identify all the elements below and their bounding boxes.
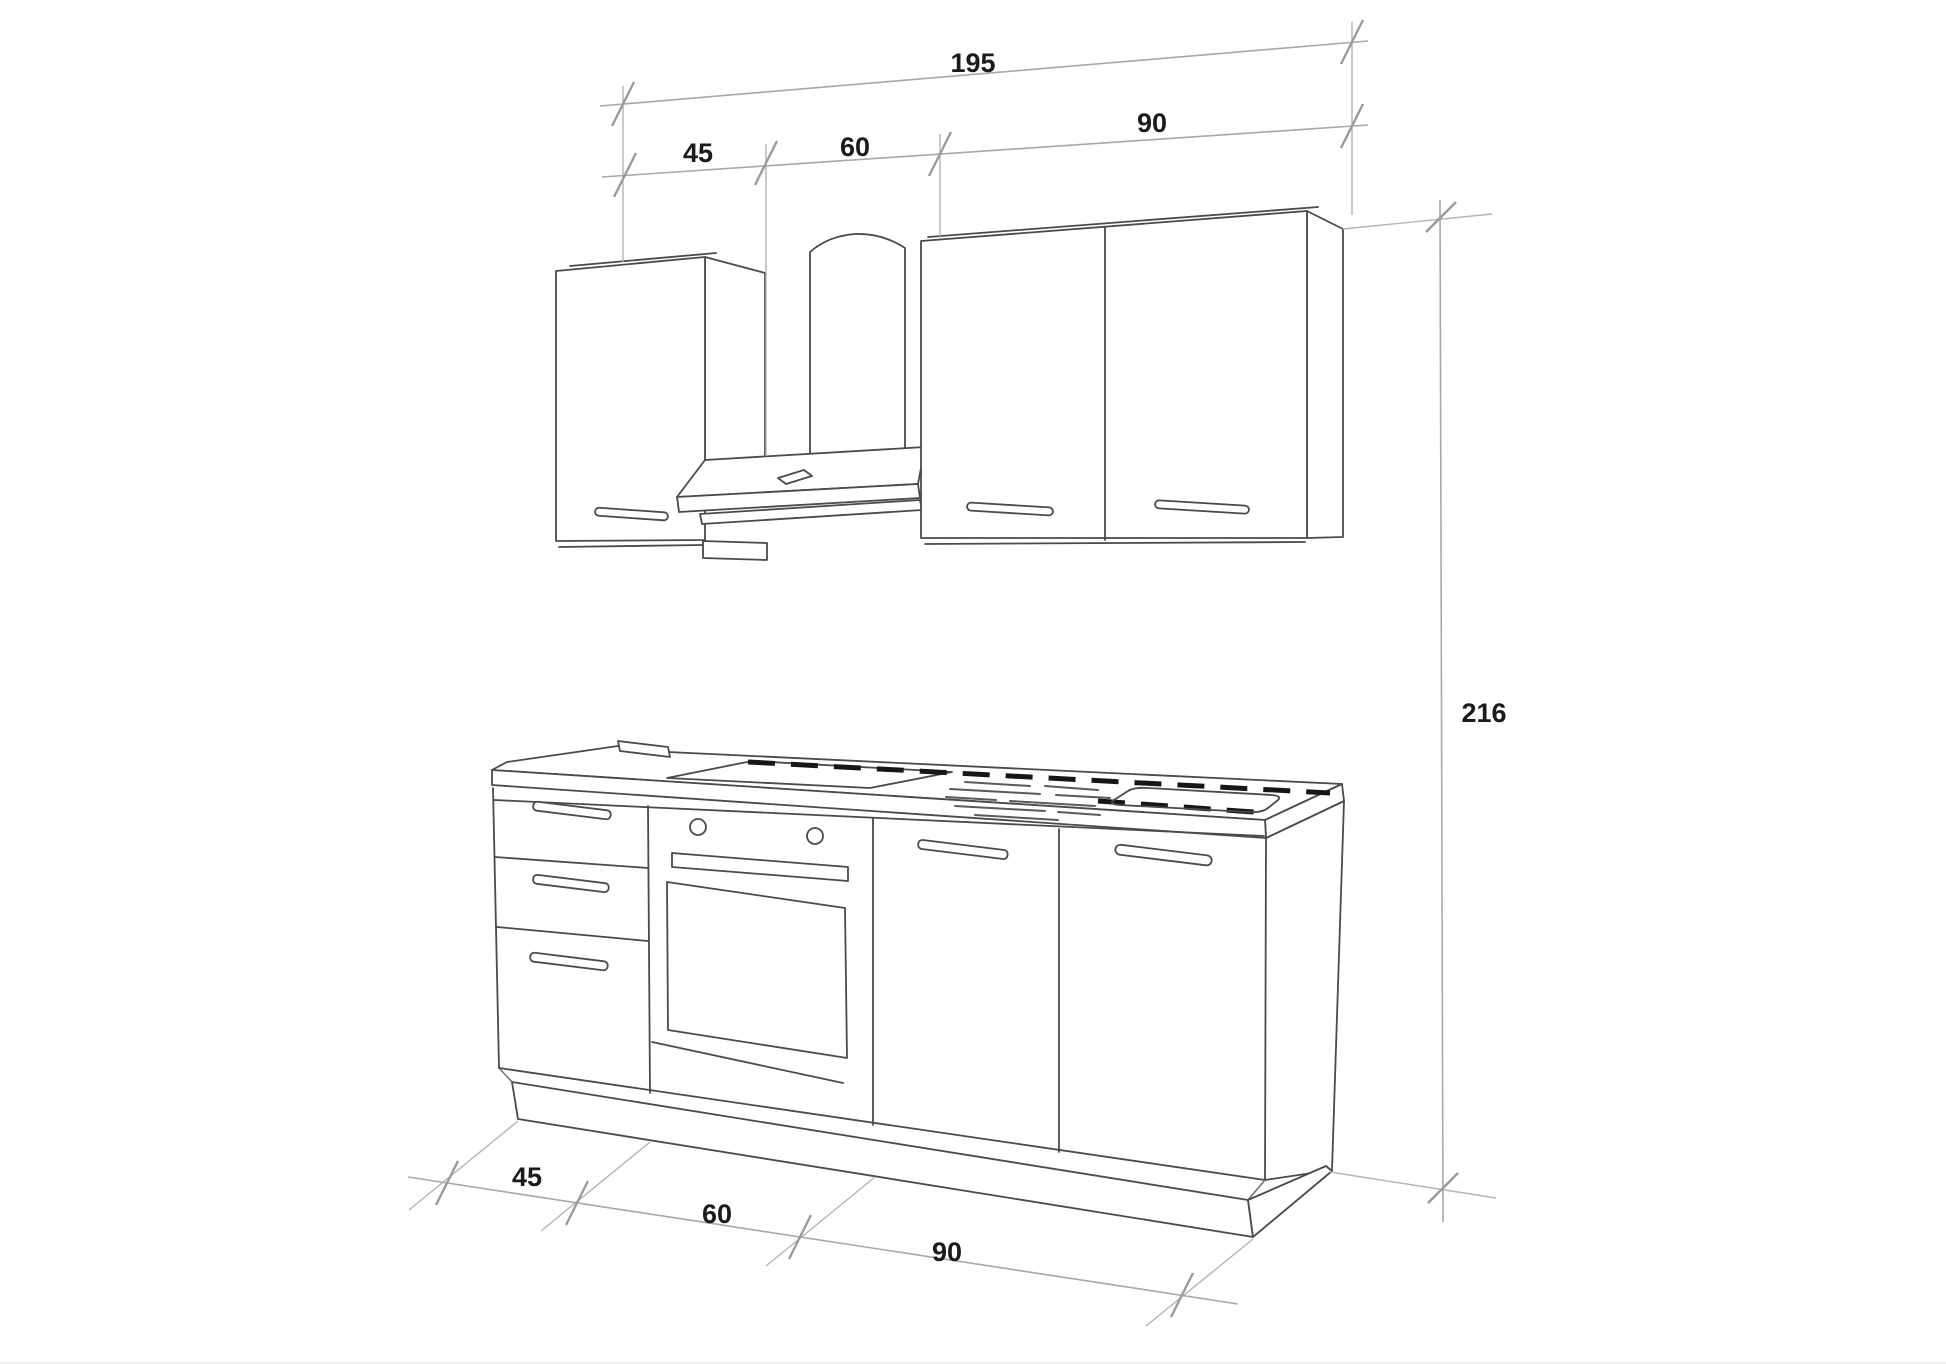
extension-line: [541, 1142, 650, 1231]
dim-top-chain: [602, 104, 1368, 197]
dim-label-bottom-45: 45: [511, 1162, 543, 1192]
dim-label-bottom-60: 60: [701, 1199, 733, 1229]
oven-knob-right: [807, 828, 823, 844]
drawer-handle-3: [530, 952, 609, 970]
oven-door-glass: [667, 882, 847, 1058]
dim-height: [1330, 200, 1507, 1222]
hood-chimney-duct: [810, 234, 905, 458]
wall-cab-90-side-panel: [1307, 211, 1343, 538]
built-in-oven: [652, 819, 848, 1083]
base-unit: [492, 741, 1344, 1237]
sink-base-left-handle: [918, 840, 1008, 860]
plinth-front: [512, 1082, 1253, 1237]
drawer-separator-1: [495, 857, 648, 868]
dimension-layer: [408, 20, 1507, 1326]
sink-base-right-handle: [1115, 844, 1212, 866]
dim-label-total-width: 195: [950, 48, 996, 78]
divider-drawers-oven: [648, 806, 650, 1093]
oven-door-bottom-edge: [652, 1042, 843, 1083]
wall-cab-90-front: [921, 211, 1307, 538]
wall-cab-90-bottom-edge: [925, 542, 1305, 544]
dim-label-bottom-90: 90: [931, 1237, 963, 1267]
drawer-handle-2: [533, 874, 610, 892]
dim-label-top-60: 60: [839, 132, 871, 162]
dim-label-top-90: 90: [1136, 108, 1168, 138]
oven-handle-bar: [672, 853, 848, 881]
plinth: [499, 1068, 1332, 1237]
dim-label-height-216: 216: [1461, 698, 1507, 728]
drawer-unit-45: [495, 801, 648, 970]
extension-line: [409, 1121, 518, 1210]
wall-cab-45-side-panel: [705, 257, 765, 470]
wall-cabinet-90: [921, 207, 1343, 544]
oven-knob-left: [690, 819, 706, 835]
extension-line: [1146, 1239, 1253, 1326]
drawer-separator-2: [497, 927, 648, 941]
extension-line: [766, 1177, 875, 1266]
dim-top-total: [600, 20, 1368, 126]
base-side-panel: [1265, 801, 1344, 1180]
dim-label-top-45: 45: [682, 138, 714, 168]
wall-cab-45-bottom-edge: [559, 545, 702, 547]
hood-lower-housing: [703, 541, 767, 560]
